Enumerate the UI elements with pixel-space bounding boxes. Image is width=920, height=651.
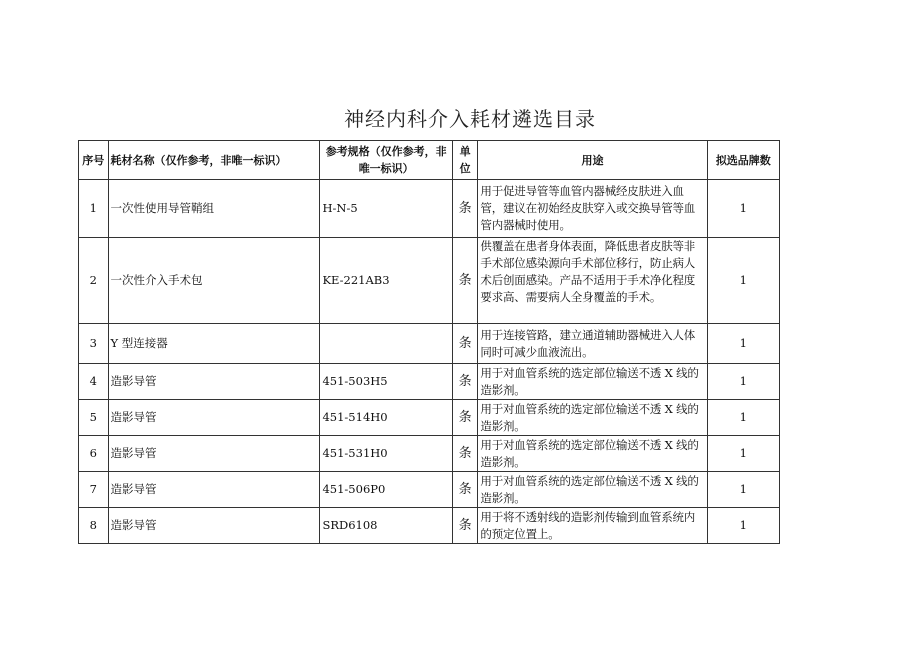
row-name: 造影导管 [108,508,320,544]
table-row [79,400,780,436]
row-no: 7 [79,472,109,508]
row-unit: 条 [452,324,477,364]
row-qty: 1 [707,238,779,324]
row-no: 3 [79,324,109,364]
row-name: 造影导管 [108,364,320,400]
row-qty: 1 [707,472,779,508]
page-title: 神经内科介入耗材遴选目录 [344,107,596,131]
header-qty: 拟选品牌数 [707,141,779,180]
row-unit: 条 [452,364,477,400]
row-no: 6 [79,436,109,472]
row-no: 8 [79,508,109,544]
row-use: 用于连接管路，建立通道辅助器械进入人体同时可减少血液流出。 [478,324,707,364]
row-no: 5 [79,400,109,436]
row-use: 用于促进导管等血管内器械经皮肤进入血管，建议在初始经皮肤穿入或交换导管等血管内器械时使用。 [478,180,707,238]
header-use: 用途 [478,141,707,180]
row-no: 4 [79,364,109,400]
row-unit: 条 [452,400,477,436]
row-name: 一次性使用导管鞘组 [108,180,320,238]
row-qty: 1 [707,180,779,238]
row-use: 用于将不透射线的造影剂传输到血管系统内的预定位置上。 [478,508,707,544]
row-qty: 1 [707,436,779,472]
table-row [79,472,780,508]
row-spec [320,324,452,364]
row-qty: 1 [707,324,779,364]
row-use: 用于对血管系统的选定部位输送不透 X 线的造影剂。 [478,472,707,508]
row-name: 造影导管 [108,436,320,472]
row-unit: 条 [452,436,477,472]
row-name: 一次性介入手术包 [108,238,320,324]
row-use: 用于对血管系统的选定部位输送不透 X 线的造影剂。 [478,436,707,472]
row-spec: 451-531H0 [320,436,452,472]
row-unit: 条 [452,472,477,508]
row-spec: 451-514H0 [320,400,452,436]
row-spec: 451-506P0 [320,472,452,508]
header-unit: 单位 [452,141,477,180]
row-use: 用于对血管系统的选定部位输送不透 X 线的造影剂。 [478,400,707,436]
table-row [79,508,780,544]
row-no: 2 [79,238,109,324]
table-header-row [79,141,780,180]
row-spec: SRD6108 [320,508,452,544]
row-no: 1 [79,180,109,238]
row-name: 造影导管 [108,472,320,508]
row-spec: KE-221AB3 [320,238,452,324]
row-qty: 1 [707,508,779,544]
row-spec: H-N-5 [320,180,452,238]
row-name: Y 型连接器 [108,324,320,364]
row-spec: 451-503H5 [320,364,452,400]
table-row [79,436,780,472]
row-unit: 条 [452,238,477,324]
table-row [79,180,780,238]
header-spec: 参考规格（仅作参考，非唯一标识） [320,141,452,180]
table-row [79,364,780,400]
row-qty: 1 [707,364,779,400]
row-use: 用于对血管系统的选定部位输送不透 X 线的造影剂。 [478,364,707,400]
row-use: 供覆盖在患者身体表面，降低患者皮肤等非手术部位感染源向手术部位移行，防止病人术后创面感染。产品不适用于手术净化程度要求高、需要病人全身覆盖的手术。 [478,238,707,324]
header-name: 耗材名称（仅作参考，非唯一标识） [108,141,320,180]
row-qty: 1 [707,400,779,436]
catalog-table [78,140,780,544]
row-unit: 条 [452,508,477,544]
table-row [79,238,780,324]
header-no: 序号 [79,141,109,180]
row-name: 造影导管 [108,400,320,436]
table-row [79,324,780,364]
row-unit: 条 [452,180,477,238]
